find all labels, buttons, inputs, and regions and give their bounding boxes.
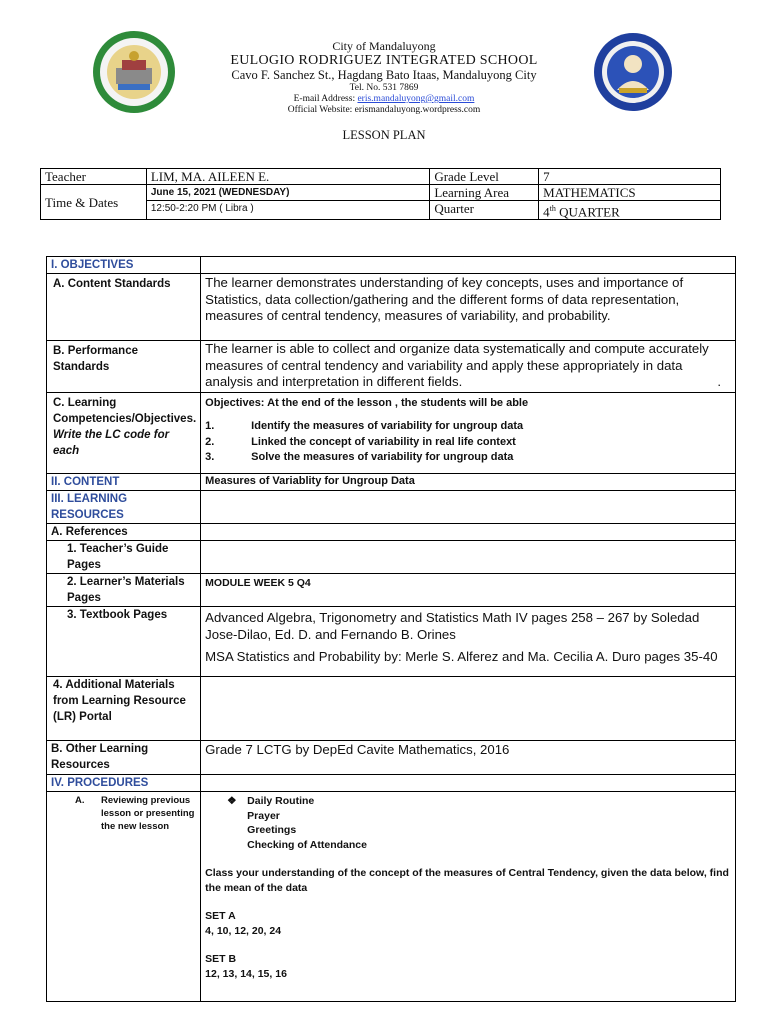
references-label: A. References <box>47 524 201 541</box>
reviewing-label-cell <box>47 792 201 1002</box>
performance-standards-cell <box>201 341 736 393</box>
other-resources-label: B. Other Learning Resources <box>47 741 201 775</box>
time-label: Time & Dates <box>41 185 147 220</box>
email-label: E-mail Address: <box>293 94 358 104</box>
quarter-label: Quarter <box>430 201 539 220</box>
email-link[interactable]: eris.mandaluyong@gmail.com <box>357 94 475 104</box>
competencies-cell <box>201 393 736 474</box>
procedures-content <box>201 792 736 1002</box>
procedures-heading: IV. PROCEDURES <box>47 775 201 792</box>
content-standards-text: The learner demonstrates understanding of key concepts, uses and importance of Statistics, data collection/gathering and the different forms of data representation, measures of central tendency, measures of variability, and probability. <box>201 274 736 341</box>
school-address: Cavo F. Sanchez St., Hagdang Bato Itaas, Mandaluyong City <box>231 68 537 82</box>
competencies-intro: Objectives: At the end of the lesson , the students will be able <box>205 397 529 409</box>
textbook-pages-label: 3. Textbook Pages <box>47 607 201 677</box>
area-value: MATHEMATICS <box>539 185 721 201</box>
teacher-value: LIM, MA. AILEEN E. <box>146 169 429 185</box>
set-b-values: 12, 13, 14, 15, 16 <box>205 967 287 980</box>
teacher-label: Teacher <box>41 169 147 185</box>
set-b-label: SET B <box>205 953 237 965</box>
objective-item: 3. Solve the measures of variability for ungroup data <box>205 451 514 463</box>
content-heading: II. CONTENT <box>47 474 201 491</box>
objectives-list <box>205 419 731 466</box>
time-value: 12:50-2:20 PM ( Libra ) <box>146 201 429 220</box>
quarter-value: 4th QUARTER <box>539 201 721 220</box>
additional-materials-label: 4. Additional Materials from Learning Resource (LR) Portal <box>47 677 201 741</box>
reviewing-label: Reviewing previous lesson or presenting the new lesson <box>101 795 195 832</box>
objectives-heading: I. OBJECTIVES <box>47 257 201 274</box>
review-task: Class your understanding of the concept of the measures of Central Tendency, given the data below, find the mean of the data <box>205 867 729 894</box>
reviewing-letter: A. <box>75 795 85 806</box>
lesson-info-table <box>40 168 721 220</box>
objective-item: 1. Identify the measures of variability for ungroup data <box>205 420 524 432</box>
diamond-bullet-icon: ❖ <box>227 795 237 807</box>
daily-routine: Daily Routine <box>247 795 315 807</box>
lesson-plan-table <box>46 256 736 1002</box>
learners-materials-label: 2. Learner’s Materials Pages <box>47 574 201 607</box>
textbook-pages-cell <box>201 607 736 677</box>
textbook-ref-2: MSA Statistics and Probability by: Merle S. Alferez and Ma. Cecilia A. Duro pages 35-40 <box>205 649 718 664</box>
objective-item: 2. Linked the concept of variability in real life context <box>205 435 516 448</box>
textbook-ref-1: Advanced Algebra, Trigonometry and Statistics Math IV pages 258 – 267 by Soledad Jose-Dilao, Ed. D. and Fernando B. Orines <box>205 610 700 642</box>
set-a-values: 4, 10, 12, 20, 24 <box>205 924 282 937</box>
document-title: LESSON PLAN <box>342 128 426 142</box>
content-value: Measures of Variablity for Ungroup Data <box>201 474 736 491</box>
performance-standards-text: The learner is able to collect and organize data systematically and compute accurately measures of central tendency and variability and apply these appropriately in data analysis and interpretation in different fields. <box>205 341 709 389</box>
other-resources-value: Grade 7 LCTG by DepEd Cavite Mathematics, 2016 <box>201 741 736 775</box>
date-value: June 15, 2021 (WEDNESDAY) <box>146 185 429 201</box>
telephone: Tel. No. 531 7869 <box>349 83 419 93</box>
prayer: Prayer <box>247 809 280 822</box>
email-line <box>150 94 618 105</box>
attendance: Checking of Attendance <box>247 838 367 851</box>
teachers-guide-label: 1. Teacher’s Guide Pages <box>47 541 201 574</box>
competencies-label: C. Learning Competencies/Objectives. Write the LC code for each <box>47 393 201 474</box>
performance-standards-label: B. Performance Standards <box>47 341 201 393</box>
greetings: Greetings <box>247 824 297 836</box>
website: Official Website: erismandaluyong.wordpress.com <box>287 105 481 115</box>
stray-dot: . <box>717 373 721 389</box>
learners-materials-value: MODULE WEEK 5 Q4 <box>201 574 736 607</box>
grade-label: Grade Level <box>430 169 539 185</box>
area-label: Learning Area <box>430 185 539 201</box>
learning-resources-heading: III. LEARNING RESOURCES <box>47 491 201 524</box>
school-name: EULOGIO RODRIGUEZ INTEGRATED SCHOOL <box>230 53 538 68</box>
grade-value: 7 <box>539 169 721 185</box>
content-standards-label: A. Content Standards <box>47 274 201 341</box>
city-name: City of Mandaluyong <box>332 39 436 53</box>
set-a-label: SET A <box>205 910 236 922</box>
